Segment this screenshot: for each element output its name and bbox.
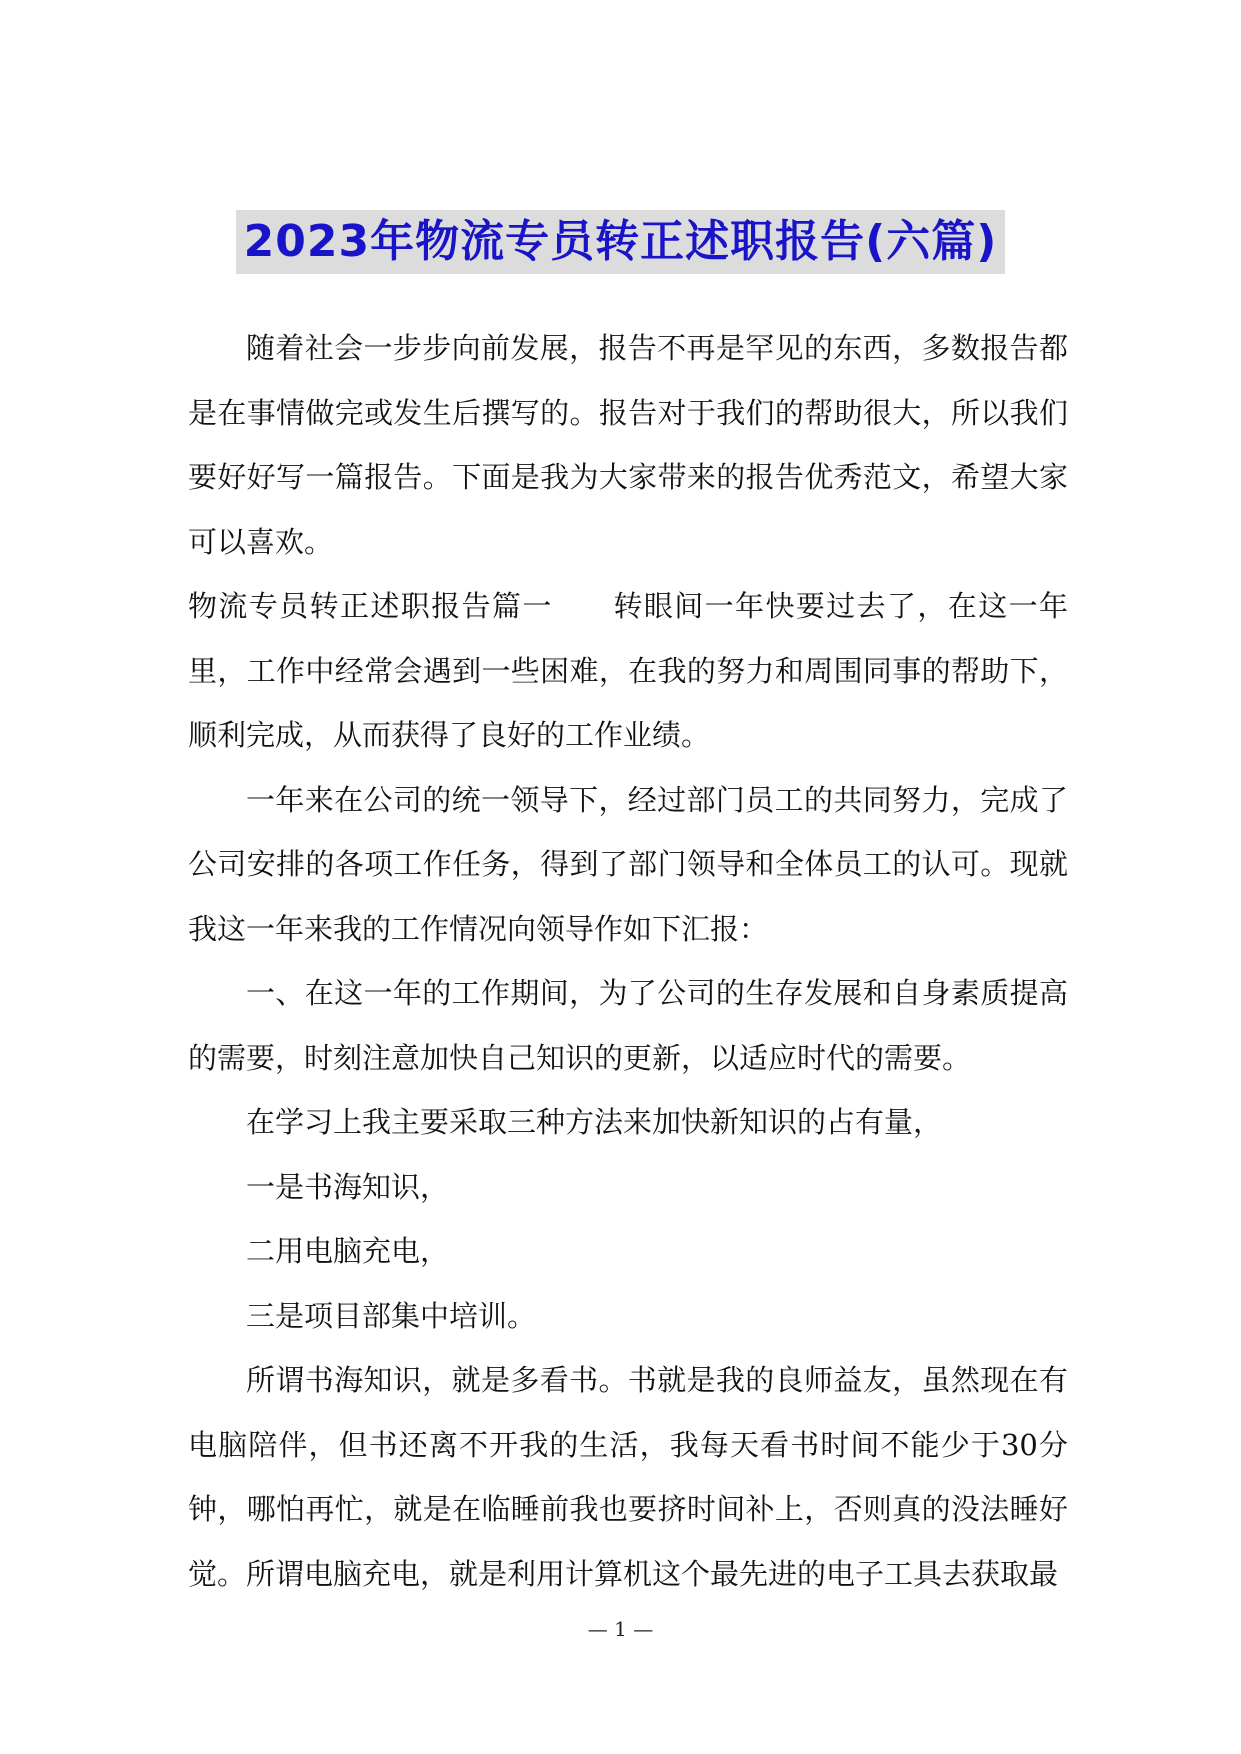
paragraph-section-one: 物流专员转正述职报告篇一 转眼间一年快要过去了，在这一年里，工作中经常会遇到一些困难，在我的努力和周围同事的帮助下，顺利完成，从而获得了良好的工作业绩。	[188, 589, 1068, 752]
document-title: 2023年物流专员转正述职报告(六篇)	[236, 210, 1006, 274]
paragraph-year-summary: 一年来在公司的统一领导下，经过部门员工的共同努力，完成了公司安排的各项工作任务，得到了部门领导和全体员工的认可。现就我这一年来我的工作情况向领导作如下汇报：	[188, 782, 1068, 946]
paragraph-learning-methods: 在学习上我主要采取三种方法来加快新知识的占有量，	[246, 1105, 943, 1139]
list-item-method-one: 一是书海知识，	[246, 1169, 450, 1204]
paragraph-intro: 随着社会一步步向前发展，报告不再是罕见的东西，多数报告都是在事情做完或发生后撰写的。报告对于我们的帮助很大，所以我们要好好写一篇报告。下面是我为大家带来的报告优秀范文，希望大家可以喜欢。	[188, 331, 1068, 559]
page-number: — 1 —	[587, 1617, 654, 1641]
document-body	[188, 316, 1068, 1606]
list-item-method-three: 三是项目部集中培训。	[246, 1298, 537, 1333]
paragraph-reading: 所谓书海知识，就是多看书。书就是我的良师益友，虽然现在有电脑陪伴，但书还离不开我的生活，我每天看书时间不能少于30分钟，哪怕再忙，就是在临睡前我也要挤时间补上，否则真的没法睡好觉。所谓电脑充电，就是利用计算机这个最先进的电子工具去获取最	[188, 1363, 1068, 1591]
paragraph-point-one: 一、在这一年的工作期间，为了公司的生存发展和自身素质提高的需要，时刻注意加快自己知识的更新，以适应时代的需要。	[188, 976, 1068, 1075]
title-container	[0, 210, 1241, 274]
list-item-method-two: 二用电脑充电，	[246, 1234, 450, 1268]
